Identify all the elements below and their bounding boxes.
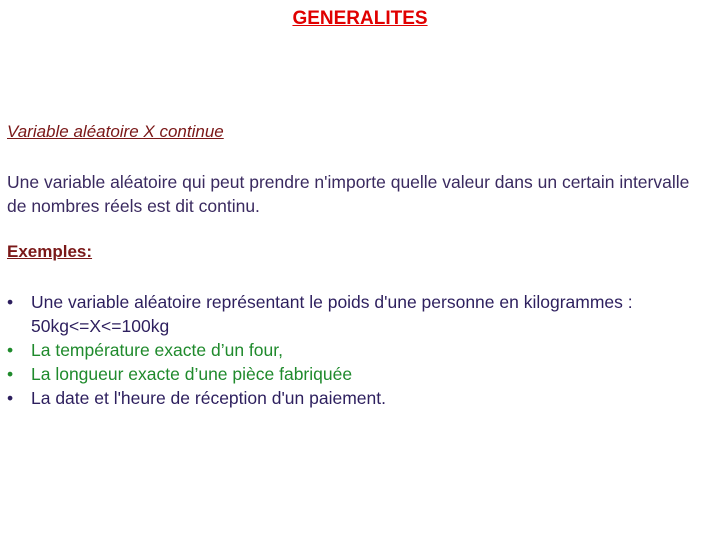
bullet-icon: • <box>7 292 14 312</box>
bullet-icon: • <box>7 364 14 384</box>
definition-text: Une variable aléatoire qui peut prendre n'importe quelle valeur dans un certain intervalle de nombres réels est dit continu. <box>7 172 690 216</box>
examples-heading: Exemples: <box>7 242 93 261</box>
example-text: Une variable aléatoire représentant le poids d'une personne en kilogrammes : 50kg<=X<=100kg <box>31 292 633 336</box>
example-item <box>0 386 715 410</box>
examples-list <box>0 290 715 410</box>
bullet-icon: • <box>7 340 14 360</box>
example-item <box>0 362 715 386</box>
page-title: GENERALITES <box>292 8 428 29</box>
example-text: La longueur exacte d’une pièce fabriquée <box>31 364 353 384</box>
bullet-icon: • <box>7 388 14 408</box>
section-heading: Variable aléatoire X continue <box>7 122 224 141</box>
example-text: La date et l'heure de réception d'un paiement. <box>31 388 386 408</box>
example-item <box>0 290 715 338</box>
example-item <box>0 338 715 362</box>
example-text: La température exacte d’un four, <box>31 340 283 360</box>
